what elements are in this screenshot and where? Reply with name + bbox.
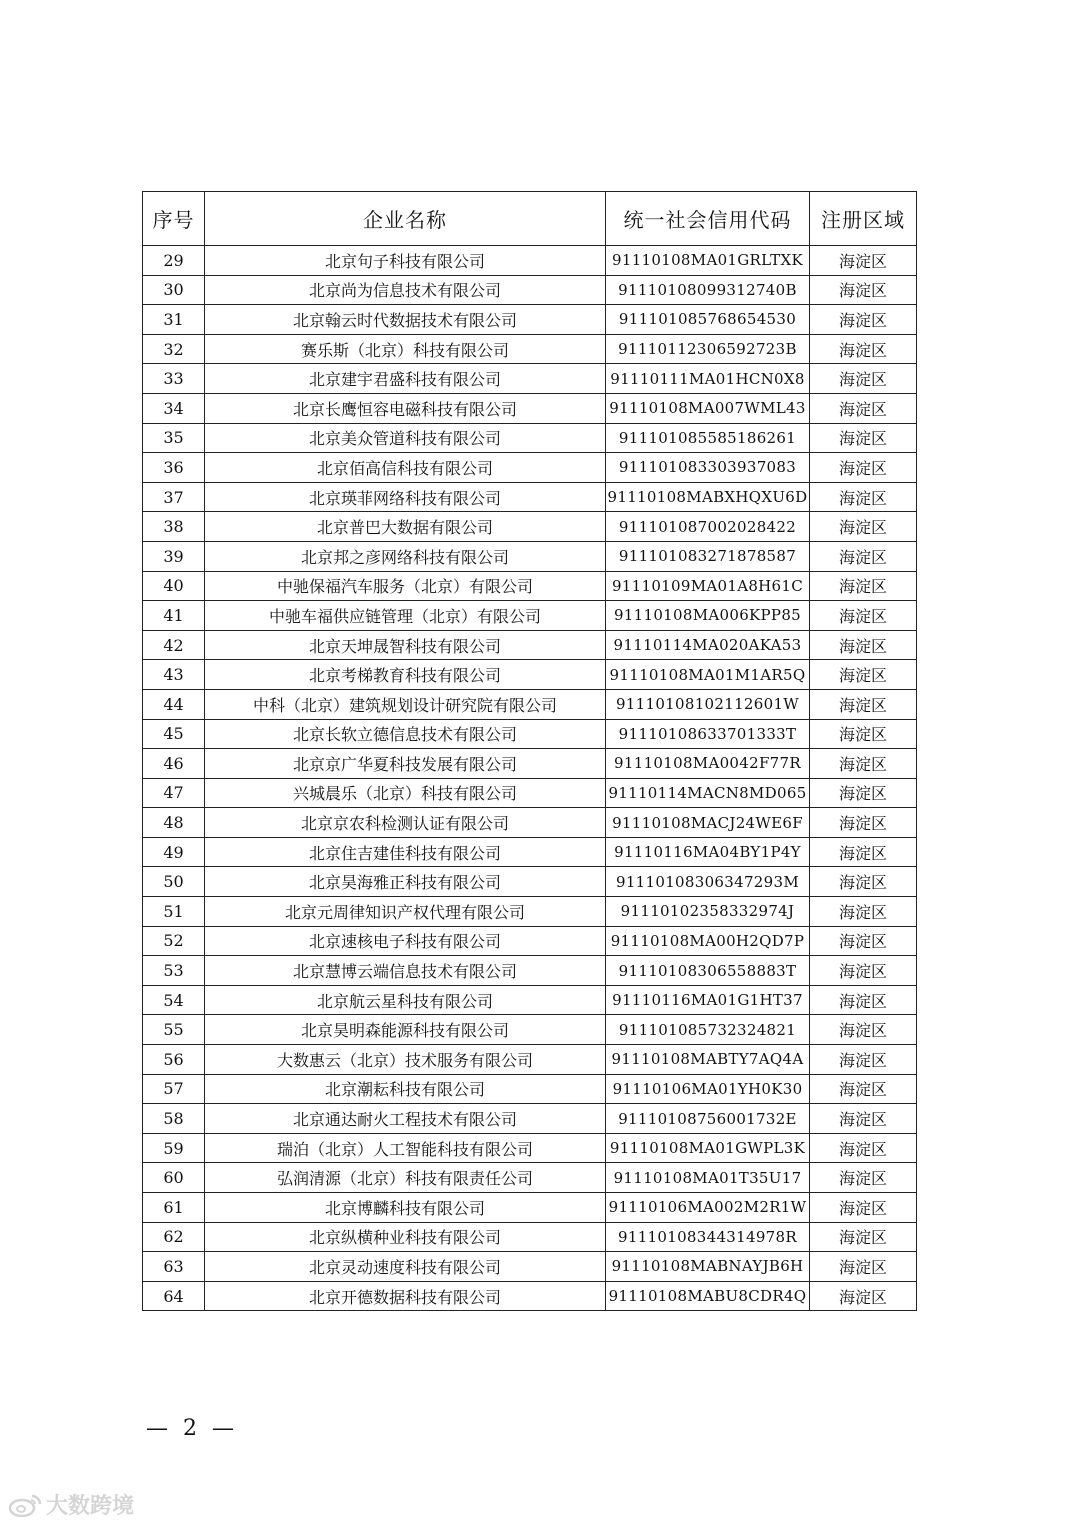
cell-region: 海淀区 bbox=[810, 689, 917, 719]
cell-index: 59 bbox=[143, 1133, 205, 1163]
table-row bbox=[143, 512, 917, 542]
table-row bbox=[143, 926, 917, 956]
cell-index: 52 bbox=[143, 926, 205, 956]
table-row bbox=[143, 1104, 917, 1134]
cell-region: 海淀区 bbox=[810, 246, 917, 276]
cell-company-name: 北京考梯教育科技有限公司 bbox=[205, 660, 606, 690]
cell-company-name: 北京潮耘科技有限公司 bbox=[205, 1074, 606, 1104]
cell-region: 海淀区 bbox=[810, 719, 917, 749]
cell-company-name: 北京慧博云端信息技术有限公司 bbox=[205, 956, 606, 986]
cell-company-name: 中科（北京）建筑规划设计研究院有限公司 bbox=[205, 689, 606, 719]
header-company-name: 企业名称 bbox=[205, 192, 606, 246]
table-row bbox=[143, 689, 917, 719]
cell-company-name: 北京纵横种业科技有限公司 bbox=[205, 1222, 606, 1252]
cell-company-name: 弘润清源（北京）科技有限责任公司 bbox=[205, 1163, 606, 1193]
table-row bbox=[143, 1163, 917, 1193]
cell-company-name: 北京昊海雅正科技有限公司 bbox=[205, 867, 606, 897]
table-row bbox=[143, 1222, 917, 1252]
cell-credit-code: 91110114MACN8MD065 bbox=[606, 778, 810, 808]
cell-region: 海淀区 bbox=[810, 305, 917, 335]
table-row bbox=[143, 808, 917, 838]
cell-credit-code: 91110108MA01GWPL3K bbox=[606, 1133, 810, 1163]
cell-index: 50 bbox=[143, 867, 205, 897]
cell-company-name: 北京开德数据科技有限公司 bbox=[205, 1281, 606, 1311]
cell-index: 49 bbox=[143, 837, 205, 867]
cell-credit-code: 911101087002028422 bbox=[606, 512, 810, 542]
table-row bbox=[143, 1281, 917, 1311]
watermark-text: 大数跨境 bbox=[46, 1494, 135, 1519]
cell-region: 海淀区 bbox=[810, 926, 917, 956]
cell-region: 海淀区 bbox=[810, 275, 917, 305]
table-row bbox=[143, 305, 917, 335]
cell-index: 43 bbox=[143, 660, 205, 690]
cell-credit-code: 91110108306347293M bbox=[606, 867, 810, 897]
cell-region: 海淀区 bbox=[810, 1163, 917, 1193]
table-row bbox=[143, 749, 917, 779]
table-row bbox=[143, 275, 917, 305]
cell-credit-code: 91110108MA006KPP85 bbox=[606, 601, 810, 631]
cell-company-name: 北京京农科检测认证有限公司 bbox=[205, 808, 606, 838]
table-row bbox=[143, 719, 917, 749]
cell-credit-code: 91110114MA020AKA53 bbox=[606, 630, 810, 660]
cell-index: 47 bbox=[143, 778, 205, 808]
cell-credit-code: 91110108MA01GRLTXK bbox=[606, 246, 810, 276]
watermark bbox=[8, 1489, 134, 1520]
table-row bbox=[143, 571, 917, 601]
cell-index: 40 bbox=[143, 571, 205, 601]
cell-credit-code: 91110108756001732E bbox=[606, 1104, 810, 1134]
cell-region: 海淀区 bbox=[810, 1193, 917, 1223]
cell-index: 55 bbox=[143, 1015, 205, 1045]
header-index: 序号 bbox=[143, 192, 205, 246]
cell-company-name: 北京佰高信科技有限公司 bbox=[205, 453, 606, 483]
table-row bbox=[143, 364, 917, 394]
cell-company-name: 北京航云星科技有限公司 bbox=[205, 985, 606, 1015]
cell-company-name: 北京瑛菲网络科技有限公司 bbox=[205, 482, 606, 512]
page-number: — 2 — bbox=[146, 1416, 238, 1441]
table-row bbox=[143, 897, 917, 927]
cell-credit-code: 91110108MABXHQXU6D bbox=[606, 482, 810, 512]
cell-credit-code: 91110108MACJ24WE6F bbox=[606, 808, 810, 838]
table-row bbox=[143, 1193, 917, 1223]
cell-company-name: 中驰保福汽车服务（北京）有限公司 bbox=[205, 571, 606, 601]
table-row bbox=[143, 1015, 917, 1045]
cell-region: 海淀区 bbox=[810, 1074, 917, 1104]
cell-index: 38 bbox=[143, 512, 205, 542]
cell-index: 46 bbox=[143, 749, 205, 779]
table-row bbox=[143, 453, 917, 483]
table-row bbox=[143, 482, 917, 512]
cell-company-name: 北京速核电子科技有限公司 bbox=[205, 926, 606, 956]
cell-company-name: 瑞泊（北京）人工智能科技有限公司 bbox=[205, 1133, 606, 1163]
header-credit-code: 统一社会信用代码 bbox=[606, 192, 810, 246]
cell-index: 48 bbox=[143, 808, 205, 838]
cell-company-name: 北京建宇君盛科技有限公司 bbox=[205, 364, 606, 394]
table-row bbox=[143, 601, 917, 631]
cell-company-name: 北京长软立德信息技术有限公司 bbox=[205, 719, 606, 749]
cell-region: 海淀区 bbox=[810, 1045, 917, 1075]
cell-index: 34 bbox=[143, 393, 205, 423]
cell-index: 62 bbox=[143, 1222, 205, 1252]
cell-company-name: 兴城晨乐（北京）科技有限公司 bbox=[205, 778, 606, 808]
cell-region: 海淀区 bbox=[810, 749, 917, 779]
table-row bbox=[143, 1133, 917, 1163]
cell-region: 海淀区 bbox=[810, 1281, 917, 1311]
cell-credit-code: 911101085768654530 bbox=[606, 305, 810, 335]
cell-index: 42 bbox=[143, 630, 205, 660]
table-row bbox=[143, 778, 917, 808]
cell-credit-code: 91110108MA00H2QD7P bbox=[606, 926, 810, 956]
cell-index: 57 bbox=[143, 1074, 205, 1104]
table-row bbox=[143, 985, 917, 1015]
cell-credit-code: 91110109MA01A8H61C bbox=[606, 571, 810, 601]
table-row bbox=[143, 334, 917, 364]
cell-index: 58 bbox=[143, 1104, 205, 1134]
cell-index: 39 bbox=[143, 541, 205, 571]
cell-index: 54 bbox=[143, 985, 205, 1015]
cell-credit-code: 91110108306558883T bbox=[606, 956, 810, 986]
cell-index: 30 bbox=[143, 275, 205, 305]
table-row bbox=[143, 867, 917, 897]
cell-company-name: 北京京广华夏科技发展有限公司 bbox=[205, 749, 606, 779]
cell-index: 45 bbox=[143, 719, 205, 749]
cell-region: 海淀区 bbox=[810, 541, 917, 571]
cell-credit-code: 91110112306592723B bbox=[606, 334, 810, 364]
cell-region: 海淀区 bbox=[810, 867, 917, 897]
cell-index: 31 bbox=[143, 305, 205, 335]
cell-region: 海淀区 bbox=[810, 1015, 917, 1045]
header-region: 注册区域 bbox=[810, 192, 917, 246]
cell-region: 海淀区 bbox=[810, 334, 917, 364]
cell-index: 60 bbox=[143, 1163, 205, 1193]
cell-credit-code: 91110108344314978R bbox=[606, 1222, 810, 1252]
cell-company-name: 北京美众管道科技有限公司 bbox=[205, 423, 606, 453]
cell-index: 32 bbox=[143, 334, 205, 364]
cell-region: 海淀区 bbox=[810, 423, 917, 453]
cell-region: 海淀区 bbox=[810, 364, 917, 394]
cell-company-name: 北京天坤晟智科技有限公司 bbox=[205, 630, 606, 660]
cell-region: 海淀区 bbox=[810, 956, 917, 986]
cell-region: 海淀区 bbox=[810, 1252, 917, 1282]
cell-region: 海淀区 bbox=[810, 1222, 917, 1252]
cell-credit-code: 911101083303937083 bbox=[606, 453, 810, 483]
cell-credit-code: 91110116MA04BY1P4Y bbox=[606, 837, 810, 867]
cell-index: 37 bbox=[143, 482, 205, 512]
cell-region: 海淀区 bbox=[810, 393, 917, 423]
cell-index: 56 bbox=[143, 1045, 205, 1075]
table-row bbox=[143, 393, 917, 423]
cell-index: 41 bbox=[143, 601, 205, 631]
cell-company-name: 中驰车福供应链管理（北京）有限公司 bbox=[205, 601, 606, 631]
cell-credit-code: 91110102358332974J bbox=[606, 897, 810, 927]
cell-credit-code: 911101085585186261 bbox=[606, 423, 810, 453]
cell-credit-code: 91110108099312740B bbox=[606, 275, 810, 305]
cell-company-name: 北京普巴大数据有限公司 bbox=[205, 512, 606, 542]
cell-region: 海淀区 bbox=[810, 482, 917, 512]
table-row bbox=[143, 1074, 917, 1104]
enterprise-table bbox=[142, 191, 917, 1311]
table-row bbox=[143, 1252, 917, 1282]
table-row bbox=[143, 837, 917, 867]
cell-company-name: 赛乐斯（北京）科技有限公司 bbox=[205, 334, 606, 364]
cell-credit-code: 91110108MABTY7AQ4A bbox=[606, 1045, 810, 1075]
cell-region: 海淀区 bbox=[810, 571, 917, 601]
table-row bbox=[143, 956, 917, 986]
cell-company-name: 北京句子科技有限公司 bbox=[205, 246, 606, 276]
cell-company-name: 北京翰云时代数据技术有限公司 bbox=[205, 305, 606, 335]
cell-credit-code: 91110108MABU8CDR4Q bbox=[606, 1281, 810, 1311]
cell-company-name: 北京昊明森能源科技有限公司 bbox=[205, 1015, 606, 1045]
cell-index: 33 bbox=[143, 364, 205, 394]
cell-index: 53 bbox=[143, 956, 205, 986]
table-row bbox=[143, 1045, 917, 1075]
cell-region: 海淀区 bbox=[810, 985, 917, 1015]
cell-region: 海淀区 bbox=[810, 897, 917, 927]
cell-credit-code: 91110108MA01T35U17 bbox=[606, 1163, 810, 1193]
cell-region: 海淀区 bbox=[810, 808, 917, 838]
cell-index: 63 bbox=[143, 1252, 205, 1282]
cell-region: 海淀区 bbox=[810, 660, 917, 690]
cell-index: 36 bbox=[143, 453, 205, 483]
table-row bbox=[143, 541, 917, 571]
cell-company-name: 北京尚为信息技术有限公司 bbox=[205, 275, 606, 305]
cell-company-name: 北京灵动速度科技有限公司 bbox=[205, 1252, 606, 1282]
cell-credit-code: 91110108MABNAYJB6H bbox=[606, 1252, 810, 1282]
cell-company-name: 北京邦之彦网络科技有限公司 bbox=[205, 541, 606, 571]
cell-credit-code: 91110108MA007WML43 bbox=[606, 393, 810, 423]
cell-company-name: 北京博麟科技有限公司 bbox=[205, 1193, 606, 1223]
cell-credit-code: 91110106MA002M2R1W bbox=[606, 1193, 810, 1223]
cell-company-name: 北京住吉建佳科技有限公司 bbox=[205, 837, 606, 867]
cell-credit-code: 91110108102112601W bbox=[606, 689, 810, 719]
cell-region: 海淀区 bbox=[810, 778, 917, 808]
cell-credit-code: 91110108MA01M1AR5Q bbox=[606, 660, 810, 690]
cell-company-name: 北京元周律知识产权代理有限公司 bbox=[205, 897, 606, 927]
weibo-logo-icon bbox=[8, 1493, 42, 1517]
cell-credit-code: 911101085732324821 bbox=[606, 1015, 810, 1045]
table-row bbox=[143, 660, 917, 690]
cell-index: 44 bbox=[143, 689, 205, 719]
cell-region: 海淀区 bbox=[810, 512, 917, 542]
cell-index: 64 bbox=[143, 1281, 205, 1311]
cell-company-name: 大数惠云（北京）技术服务有限公司 bbox=[205, 1045, 606, 1075]
cell-region: 海淀区 bbox=[810, 601, 917, 631]
cell-credit-code: 91110106MA01YH0K30 bbox=[606, 1074, 810, 1104]
cell-index: 61 bbox=[143, 1193, 205, 1223]
cell-credit-code: 91110116MA01G1HT37 bbox=[606, 985, 810, 1015]
cell-region: 海淀区 bbox=[810, 1133, 917, 1163]
table-header-row bbox=[143, 192, 917, 246]
enterprise-table-container bbox=[142, 191, 916, 1311]
cell-index: 29 bbox=[143, 246, 205, 276]
cell-region: 海淀区 bbox=[810, 453, 917, 483]
cell-credit-code: 91110108MA0042F77R bbox=[606, 749, 810, 779]
cell-region: 海淀区 bbox=[810, 1104, 917, 1134]
table-row bbox=[143, 246, 917, 276]
cell-credit-code: 91110108633701333T bbox=[606, 719, 810, 749]
cell-index: 35 bbox=[143, 423, 205, 453]
cell-company-name: 北京长鹰恒容电磁科技有限公司 bbox=[205, 393, 606, 423]
cell-region: 海淀区 bbox=[810, 837, 917, 867]
cell-region: 海淀区 bbox=[810, 630, 917, 660]
table-row bbox=[143, 423, 917, 453]
cell-credit-code: 911101083271878587 bbox=[606, 541, 810, 571]
cell-index: 51 bbox=[143, 897, 205, 927]
cell-credit-code: 91110111MA01HCN0X8 bbox=[606, 364, 810, 394]
table-row bbox=[143, 630, 917, 660]
cell-company-name: 北京通达耐火工程技术有限公司 bbox=[205, 1104, 606, 1134]
